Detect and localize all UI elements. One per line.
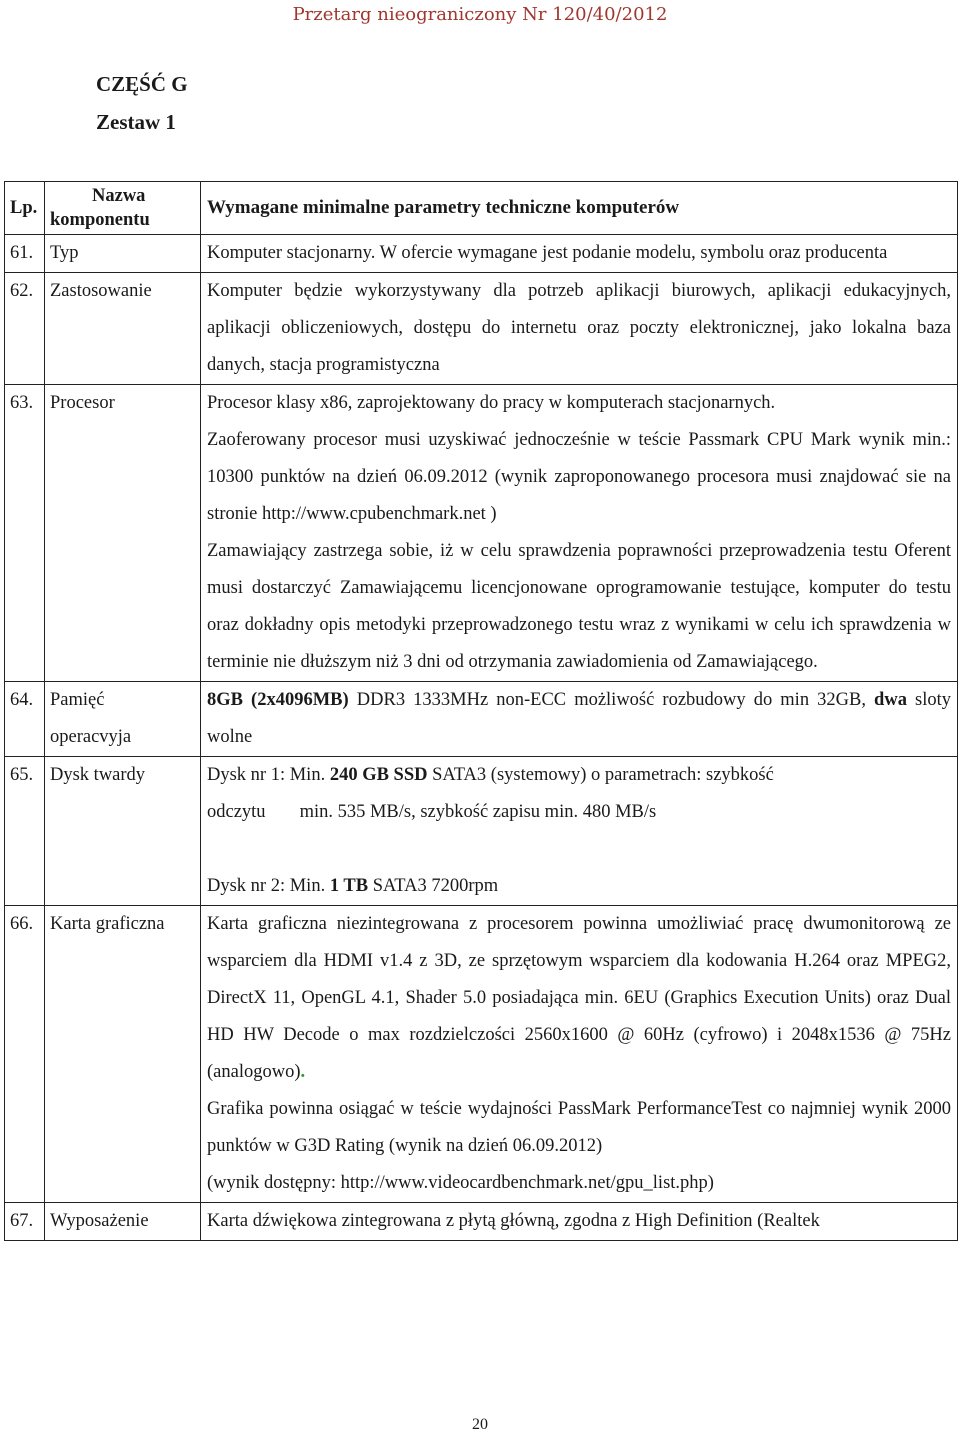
row-number: 65. [5, 757, 45, 906]
row-number: 61. [5, 235, 45, 273]
row-number: 66. [5, 906, 45, 1203]
memory-spec-end: sloty wolne [207, 690, 952, 747]
table-row [5, 273, 958, 385]
row-number: 67. [5, 1203, 45, 1241]
memory-size: 8GB (2x4096MB) [207, 690, 349, 710]
section-set-title: Zestaw 1 [96, 110, 176, 134]
row-requirements [201, 273, 958, 385]
table-row [5, 1203, 958, 1241]
document-header: Przetarg nieograniczony Nr 120/40/2012 [292, 4, 668, 25]
column-header-name [45, 182, 201, 235]
table-header-row [5, 182, 958, 235]
requirement-text: Procesor klasy x86, zaprojektowany do pracy w komputerach stacjonarnych. [207, 393, 776, 413]
free-slots-count: dwa [874, 690, 907, 710]
requirement-text: (wynik dostępny: http://www.videocardbenchmark.net/gpu_list.php) [207, 1173, 714, 1193]
row-requirements [201, 385, 958, 682]
row-requirements [201, 1203, 958, 1241]
row-requirements [201, 682, 958, 757]
row-component-name: Procesor [45, 385, 201, 682]
requirement-text [207, 682, 951, 756]
component-name-line1: Pamięć [50, 690, 105, 710]
disk-1-line1: Dysk nr 1: Min. 240 GB SSD SATA3 (systemowy) o parametrach: szybkość [207, 765, 774, 785]
requirement-text: Karta dźwiękowa zintegrowana z płytą główną, zgodna z High Definition (Realtek [207, 1211, 820, 1231]
table-row [5, 682, 958, 757]
row-requirements [201, 906, 958, 1203]
component-name-line2: operacvyja [50, 727, 132, 747]
column-header-name-line1: Nazwa [92, 186, 146, 206]
table-row [5, 235, 958, 273]
column-header-name-line2: komponentu [50, 210, 150, 230]
row-component-name: Wyposażenie [45, 1203, 201, 1241]
row-requirements [201, 235, 958, 273]
memory-spec: DDR3 1333MHz non-ECC możliwość rozbudowy do min 32GB, [348, 690, 875, 710]
row-component-name: Typ [45, 235, 201, 273]
table-row [5, 906, 958, 1203]
disk-2-capacity: 1 TB [329, 876, 369, 896]
requirement-text: Grafika powinna osiągać w teście wydajności PassMark PerformanceTest co najmniej wynik 2000 punktów w G3D Rating (wynik na dzień 06.09.2012) [207, 1099, 951, 1156]
row-component-name: Zastosowanie [45, 273, 201, 385]
disk-1-capacity: 240 GB SSD [329, 765, 428, 785]
row-number: 63. [5, 385, 45, 682]
green-dot: . [300, 1062, 306, 1082]
row-number: 62. [5, 273, 45, 385]
requirement-text: Komputer będzie wykorzystywany dla potrzeb aplikacji biurowych, aplikacji edukacyjnych, aplikacji obliczeniowych, dostępu do internetu oraz poczty elektronicznej, jako lokalna baza danych, stacja programistyczna [207, 281, 951, 375]
requirement-text: Zamawiający zastrzega sobie, iż w celu sprawdzenia poprawności przeprowadzenia testu Oferent musi dostarczyć Zamawiającemu licencjonowane oprogramowanie testujące, komputer do testu oraz dokładny opis metodyki przeprowadzonego testu wraz z wynikami w celu ich sprawdzenia w terminie nie dłuższym niż 3 dni od otrzymania zawiadomienia od Zamawiającego. [207, 541, 951, 672]
section-part-title: CZĘŚĆ G [96, 72, 188, 96]
row-component-name: Karta graficzna [45, 906, 201, 1203]
column-header-lp: Lp. [5, 182, 45, 235]
requirement-text: Komputer stacjonarny. W ofercie wymagane jest podanie modelu, symbolu oraz producenta [207, 243, 888, 263]
column-header-description: Wymagane minimalne parametry techniczne komputerów [201, 182, 958, 235]
row-requirements [201, 757, 958, 906]
disk-1-line2: odczytu min. 535 MB/s, szybkość zapisu min. 480 MB/s [207, 802, 657, 822]
page-number: 20 [472, 1416, 488, 1433]
disk-2-line: Dysk nr 2: Min. 1 TB SATA3 7200rpm [207, 876, 499, 896]
requirement-text: Zaoferowany procesor musi uzyskiwać jednocześnie w teście Passmark CPU Mark wynik min.: 10300 punktów na dzień 06.09.2012 (wynik zaproponowanego procesora musi znajdować sie na stronie http://www.cpubenchmark.net ) [207, 430, 951, 524]
row-component-name [45, 682, 201, 757]
requirement-text: Karta graficzna niezintegrowana z procesorem powinna umożliwiać pracę dwumonitorową ze wsparciem dla HDMI v1.4 z 3D, ze sprzętowym wsparciem dla kodowania H.264 oraz MPEG2, DirectX 11, OpenGL 4.1, Shader 5.0 posiadająca min. 6EU (Graphics Execution Units) oraz Dual HD HW Decode o max rozdzielczości 2560x1600 @ 60Hz (cyfrowo) i 2048x1536 @ 75Hz (analogowo). [207, 914, 951, 1082]
requirements-table [4, 181, 958, 1241]
row-number: 64. [5, 682, 45, 757]
table-row [5, 757, 958, 906]
row-component-name: Dysk twardy [45, 757, 201, 906]
table-row [5, 385, 958, 682]
